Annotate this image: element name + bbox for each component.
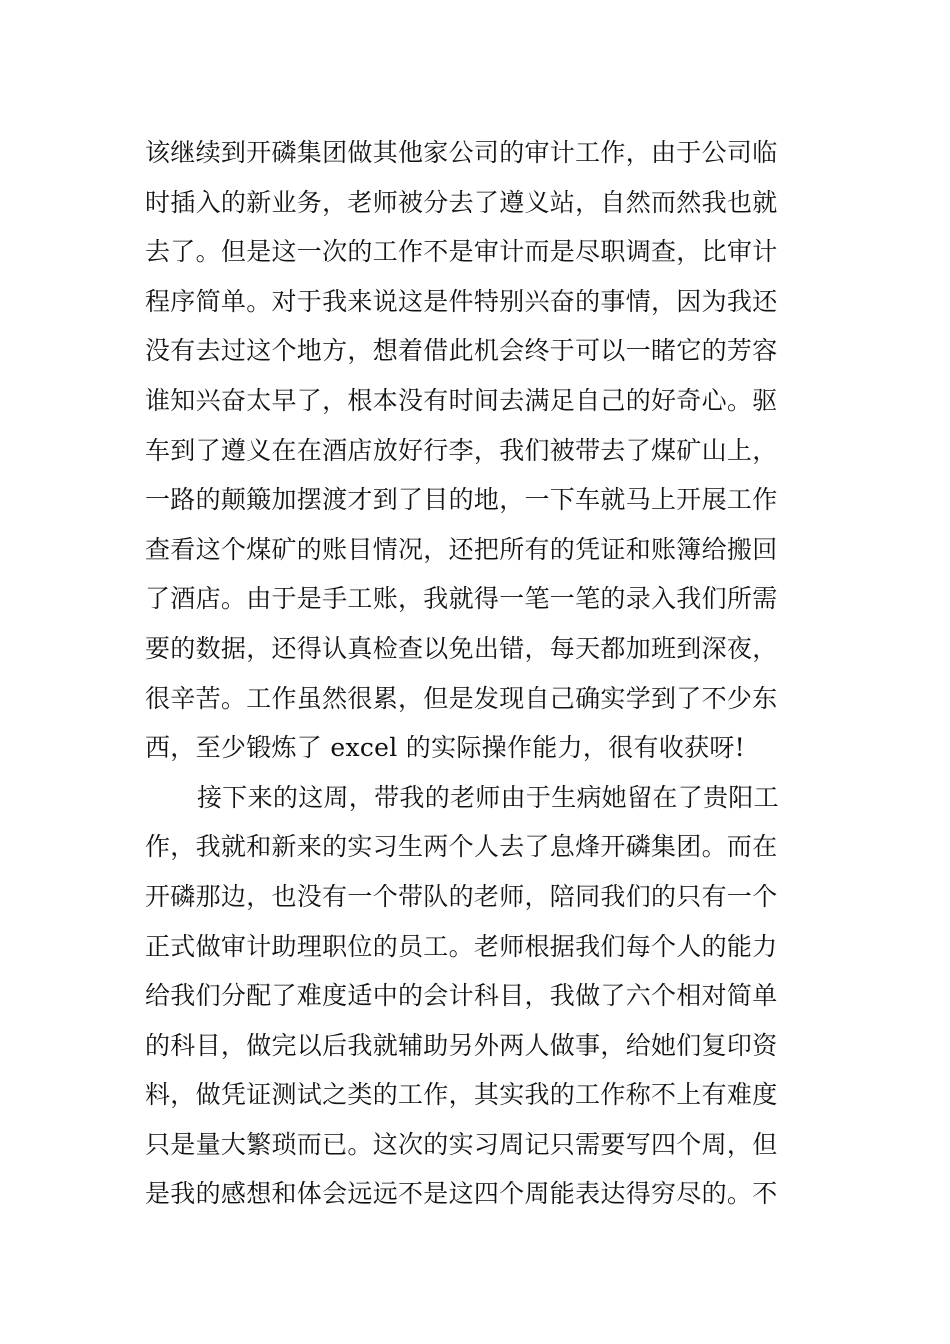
text-line: 一路的颠簸加摆渡才到了目的地，一下车就马上开展工作 — [145, 485, 778, 515]
text-line: 车到了遵义在在酒店放好行李，我们被带去了煤矿山上， — [145, 435, 778, 465]
text-line: 没有去过这个地方，想着借此机会终于可以一睹它的芳容 — [145, 336, 778, 366]
text-line: 开磷那边，也没有一个带队的老师，陪同我们的只有一个 — [145, 881, 778, 911]
text-line: 西，至少锻炼了 excel 的实际操作能力，很有收获呀! — [145, 733, 746, 763]
text-line: 的科目，做完以后我就辅助另外两人做事，给她们复印资 — [145, 1030, 778, 1060]
paragraph-first-line: 接下来的这周，带我的老师由于生病她留在了贵阳工 — [197, 782, 779, 812]
text-line: 给我们分配了难度适中的会计科目，我做了六个相对简单 — [145, 981, 778, 1011]
text-line: 时插入的新业务，老师被分去了遵义站，自然而然我也就 — [145, 187, 778, 217]
text-line: 是我的感想和体会远远不是这四个周能表达得穷尽的。不 — [145, 1179, 778, 1209]
text-line: 作，我就和新来的实习生两个人去了息烽开磷集团。而在 — [145, 832, 778, 862]
text-line: 去了。但是这一次的工作不是审计而是尽职调查，比审计 — [145, 237, 778, 267]
text-line: 很辛苦。工作虽然很累，但是发现自己确实学到了不少东 — [145, 683, 778, 713]
text-line: 了酒店。由于是手工账，我就得一笔一笔的录入我们所需 — [145, 584, 778, 614]
text-line: 料，做凭证测试之类的工作，其实我的工作称不上有难度 — [145, 1080, 778, 1110]
text-line: 要的数据，还得认真检查以免出错，每天都加班到深夜， — [145, 633, 778, 663]
body-text — [145, 128, 810, 1219]
text-line: 程序简单。对于我来说这是件特别兴奋的事情，因为我还 — [145, 286, 778, 316]
text-line: 谁知兴奋太早了，根本没有时间去满足自己的好奇心。驱 — [145, 385, 778, 415]
text-line: 正式做审计助理职位的员工。老师根据我们每个人的能力 — [145, 931, 778, 961]
text-line: 该继续到开磷集团做其他家公司的审计工作，由于公司临 — [145, 138, 778, 167]
text-line: 只是量大繁琐而已。这次的实习周记只需要写四个周，但 — [145, 1129, 778, 1159]
text-line: 查看这个煤矿的账目情况，还把所有的凭证和账簿给搬回 — [145, 534, 778, 564]
